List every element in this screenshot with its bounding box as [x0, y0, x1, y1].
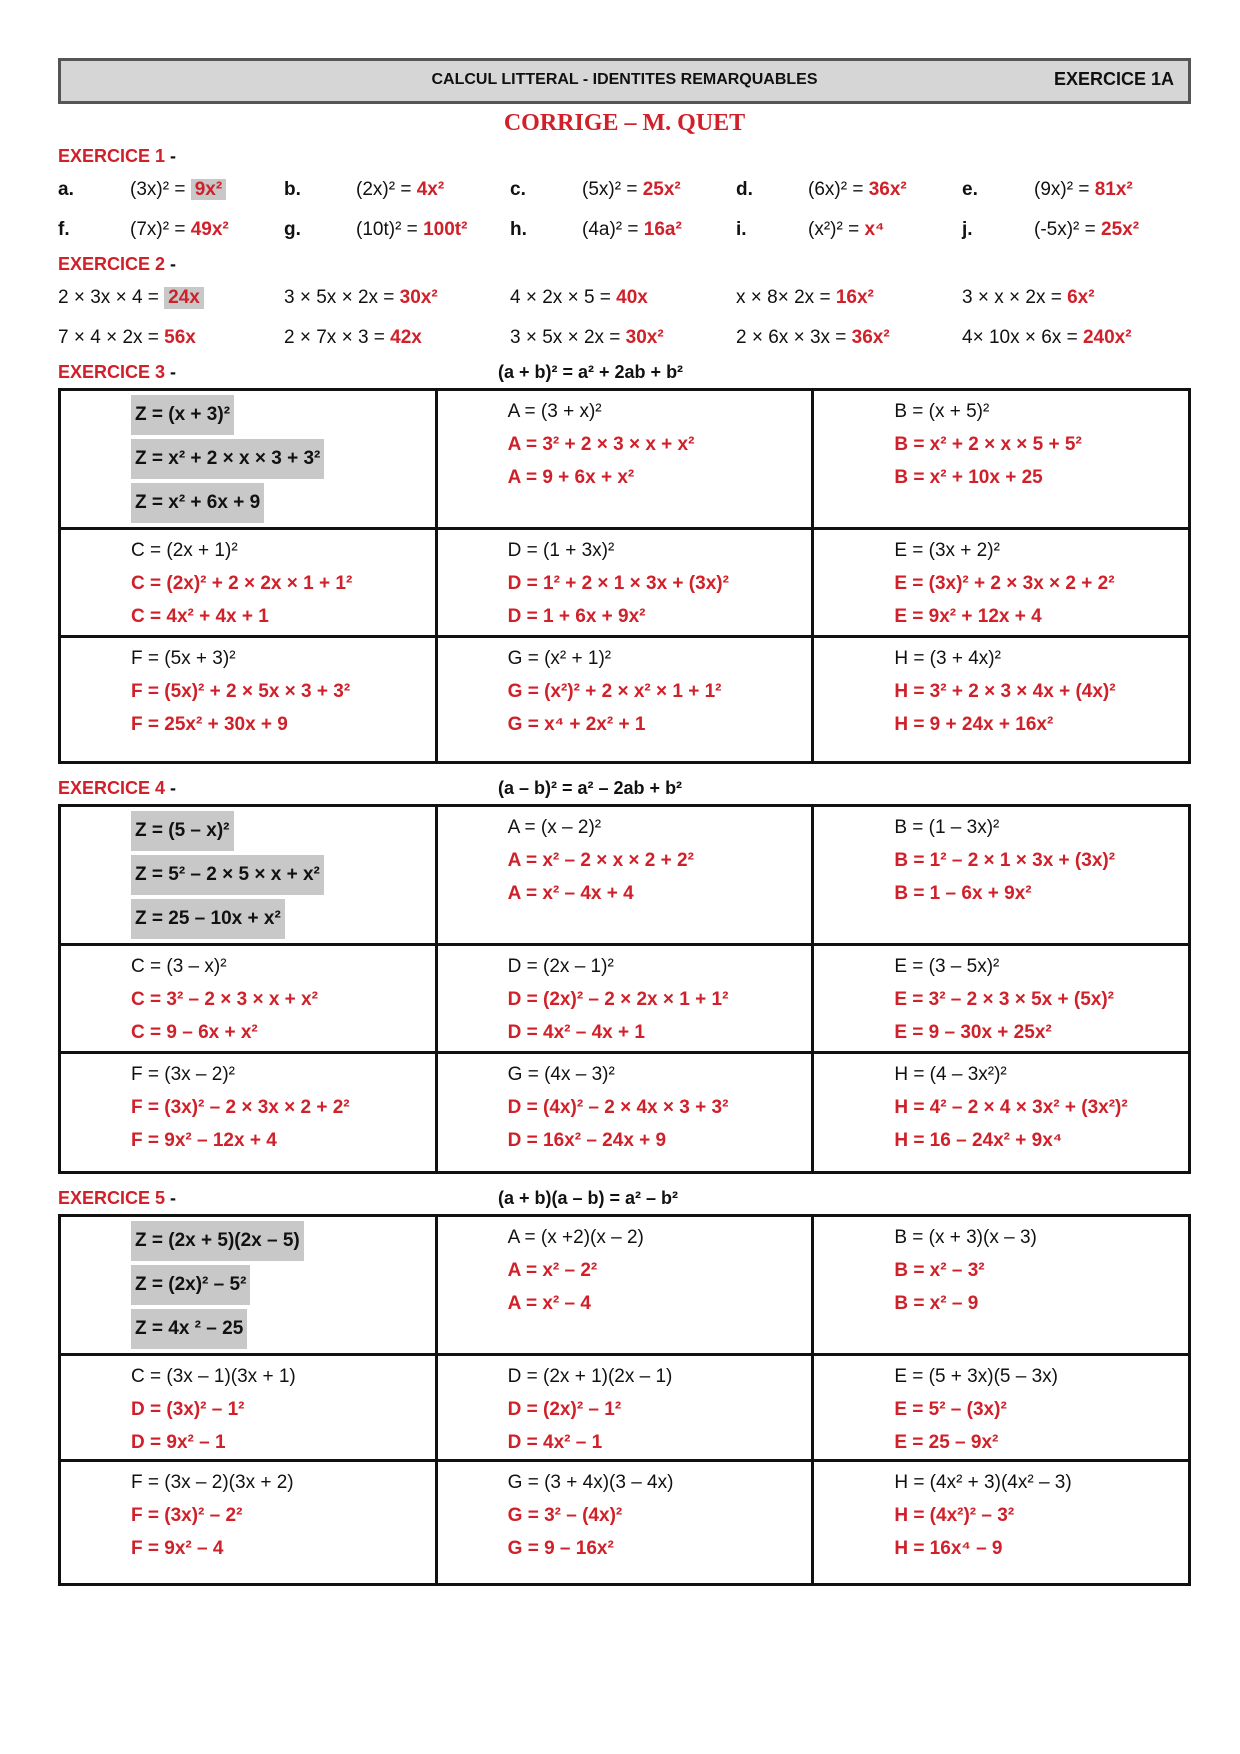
- answer-step: D = 4x² – 4x + 1: [507, 1022, 645, 1043]
- item-question: (-5x)² =: [1034, 219, 1096, 240]
- exercise-cell: [813, 806, 1190, 945]
- cell-question: D = (2x – 1)²: [507, 956, 614, 977]
- cell-line: [894, 1393, 1188, 1426]
- cell-question: E = (5 + 3x)(5 – 3x): [894, 1366, 1058, 1387]
- item-expression: [962, 327, 1188, 349]
- item-answer: 49x²: [190, 219, 229, 240]
- exercise-cell: [813, 1216, 1190, 1355]
- exercise-5-label: EXERCICE 5: [58, 1188, 166, 1208]
- cell-line: [894, 675, 1188, 708]
- exercise-cell: [436, 1355, 813, 1461]
- answer-step: D = 4x² – 1: [507, 1432, 603, 1453]
- exercise-cell: [436, 1216, 813, 1355]
- exercise-cell: [60, 945, 437, 1053]
- item-label: j.: [962, 219, 973, 240]
- cell-question: A = (x +2)(x – 2): [507, 1227, 644, 1248]
- exercise-cell: [813, 529, 1190, 637]
- item-expression: [130, 219, 284, 241]
- item-answer: 40x: [616, 287, 648, 308]
- item-question: (4a)² =: [582, 219, 639, 240]
- answer-step: D = 9x² – 1: [131, 1432, 226, 1453]
- example-step: Z = (x + 3)²: [131, 395, 234, 435]
- cell-line: [894, 844, 1188, 877]
- answer-step: A = x² – 2²: [507, 1260, 598, 1281]
- exercise-cell: [813, 945, 1190, 1053]
- answer-step: A = x² – 4x + 4: [507, 883, 634, 904]
- exercise-1: [58, 170, 1191, 250]
- cell-question: H = (4 – 3x²)²: [894, 1064, 1007, 1085]
- item-expression: [130, 179, 284, 201]
- grid-row: [60, 1461, 1190, 1585]
- cell-line: [508, 428, 812, 461]
- cell-line: [508, 877, 812, 910]
- item-expression: [1034, 179, 1188, 201]
- item-label: f.: [58, 219, 70, 240]
- cell-line: [131, 1499, 435, 1532]
- answer-step: B = x² + 2 × x × 5 + 5²: [894, 434, 1082, 455]
- exercise-3-formula: (a + b)² = a² + 2ab + b²: [498, 362, 684, 382]
- answer-step: D = (4x)² – 2 × 4x × 3 + 3²: [507, 1097, 729, 1118]
- item-answer: 6x²: [1067, 287, 1095, 308]
- item-question: (7x)² =: [130, 219, 186, 240]
- exercise-3-label: EXERCICE 3: [58, 362, 166, 382]
- exercise-cell: [813, 1053, 1190, 1173]
- cell-line: [894, 428, 1188, 461]
- grid-row: [60, 1355, 1190, 1461]
- cell-question: H = (4x² + 3)(4x² – 3): [894, 1472, 1072, 1493]
- example-step: Z = 5² – 2 × 5 × x + x²: [131, 855, 324, 895]
- cell-line: [131, 708, 435, 741]
- cell-line: [508, 675, 812, 708]
- exercise-2: [58, 278, 1191, 358]
- exercise-cell: [813, 637, 1190, 763]
- answer-step: C = 9 – 6x + x²: [131, 1022, 258, 1043]
- exercise-number: EXERCICE 1A: [1053, 69, 1174, 89]
- answer-step: B = x² – 3²: [894, 1260, 985, 1281]
- item-question: (6x)² =: [808, 179, 864, 200]
- answer-step: H = 3² + 2 × 3 × 4x + (4x)²: [894, 681, 1116, 702]
- cell-line: [131, 1265, 435, 1309]
- page-header: [58, 58, 1191, 104]
- item-label: i.: [736, 219, 747, 240]
- exercise-cell: [436, 390, 813, 529]
- answer-step: G = 9 – 16x²: [507, 1538, 614, 1559]
- cell-question: E = (3 – 5x)²: [894, 956, 1000, 977]
- cell-question: G = (4x – 3)²: [507, 1064, 615, 1085]
- cell-line: [894, 567, 1188, 600]
- cell-line: [508, 1499, 812, 1532]
- answer-step: E = (3x)² + 2 × 3x × 2 + 2²: [894, 573, 1115, 594]
- item-label: h.: [510, 219, 527, 240]
- grid-row: [60, 1216, 1190, 1355]
- item-expression: [736, 287, 962, 309]
- answer-step: E = 5² – (3x)²: [894, 1399, 1007, 1420]
- cell-line: [894, 877, 1188, 910]
- exercise-3-heading: EXERCICE 3 - (a + b)² = a² + 2ab + b²: [58, 358, 1191, 386]
- exercise-5-heading: EXERCICE 5 - (a + b)(a – b) = a² – b²: [58, 1184, 1191, 1212]
- item-expression: [356, 219, 510, 241]
- cell-line: [131, 899, 435, 943]
- grid-row: [60, 390, 1190, 529]
- cell-question: F = (5x + 3)²: [131, 648, 236, 669]
- answer-step: B = 1 – 6x + 9x²: [894, 883, 1032, 904]
- answer-step: B = x² – 9: [894, 1293, 979, 1314]
- cell-question: A = (x – 2)²: [507, 817, 602, 838]
- item-expression: [284, 287, 510, 309]
- example-step: Z = (2x + 5)(2x – 5): [131, 1221, 304, 1261]
- exercise-4-formula: (a – b)² = a² – 2ab + b²: [498, 778, 683, 798]
- item-expression: [582, 219, 736, 241]
- cell-line: [508, 1426, 812, 1459]
- item-expression: [736, 327, 962, 349]
- item-answer: 30x²: [625, 327, 664, 348]
- item-answer: 16a²: [643, 219, 682, 240]
- cell-question: A = (3 + x)²: [507, 401, 602, 422]
- item-label: g.: [284, 219, 301, 240]
- item-expression: [962, 287, 1188, 309]
- answer-step: A = 3² + 2 × 3 × x + x²: [507, 434, 695, 455]
- example-cell: [60, 390, 437, 529]
- item-answer: 30x²: [399, 287, 438, 308]
- item-question: (5x)² =: [582, 179, 638, 200]
- example-step: Z = 25 – 10x + x²: [131, 899, 285, 939]
- cell-line: [894, 1016, 1188, 1049]
- cell-line: [131, 1091, 435, 1124]
- item-question: 7 × 4 × 2x =: [58, 327, 159, 348]
- item-label: b.: [284, 179, 301, 200]
- cell-line: [894, 600, 1188, 633]
- example-step: Z = x² + 2 × x × 3 + 3²: [131, 439, 324, 479]
- cell-question: G = (x² + 1)²: [507, 648, 612, 669]
- answer-step: E = 3² – 2 × 3 × 5x + (5x)²: [894, 989, 1114, 1010]
- cell-line: [894, 1532, 1188, 1565]
- answer-step: E = 25 – 9x²: [894, 1432, 999, 1453]
- cell-line: [894, 1426, 1188, 1459]
- exercise-cell: [436, 529, 813, 637]
- cell-line: [131, 1426, 435, 1459]
- item-label: e.: [962, 179, 978, 200]
- cell-line: [894, 983, 1188, 1016]
- item-question: 4× 10x × 6x =: [962, 327, 1078, 348]
- cell-line: [508, 844, 812, 877]
- exercise-cell: [436, 806, 813, 945]
- item-answer: x⁴: [864, 219, 885, 240]
- item-expression: [510, 287, 736, 309]
- item-answer: 9x²: [191, 179, 226, 200]
- cell-line: [131, 1016, 435, 1049]
- cell-line: [131, 567, 435, 600]
- exercise-cell: [436, 945, 813, 1053]
- answer-step: D = (3x)² – 1²: [131, 1399, 245, 1420]
- cell-line: [508, 600, 812, 633]
- grid-row: [60, 637, 1190, 763]
- answer-step: A = x² – 4: [507, 1293, 591, 1314]
- answer-step: G = x⁴ + 2x² + 1: [507, 714, 646, 735]
- item-question: 2 × 6x × 3x =: [736, 327, 847, 348]
- item-answer: 81x²: [1094, 179, 1133, 200]
- grid-row: [60, 945, 1190, 1053]
- exercise-cell: [436, 1053, 813, 1173]
- answer-step: D = 16x² – 24x + 9: [507, 1130, 667, 1151]
- answer-step: F = (3x)² – 2²: [131, 1505, 243, 1526]
- exercise-2-label: EXERCICE 2: [58, 254, 166, 274]
- answer-step: E = 9x² + 12x + 4: [894, 606, 1042, 627]
- exercise-cell: [60, 529, 437, 637]
- item-expression: [356, 179, 510, 201]
- exercise-cell: [436, 637, 813, 763]
- cell-question: G = (3 + 4x)(3 – 4x): [507, 1472, 674, 1493]
- item-answer: 25x²: [642, 179, 681, 200]
- cell-question: F = (3x – 2)²: [131, 1064, 235, 1085]
- grid-row: [60, 1053, 1190, 1173]
- item-expression: [58, 287, 284, 309]
- exercise-4-table: [58, 804, 1191, 1174]
- cell-line: [131, 483, 435, 527]
- item-question: 2 × 7x × 3 =: [284, 327, 385, 348]
- item-label: c.: [510, 179, 526, 200]
- item-question: 3 × 5x × 2x =: [284, 287, 395, 308]
- answer-step: H = 16 – 24x² + 9x⁴: [894, 1130, 1063, 1151]
- cell-line: [131, 1309, 435, 1353]
- example-step: Z = x² + 6x + 9: [131, 483, 264, 523]
- cell-line: [508, 1016, 812, 1049]
- item-answer: 24x: [164, 287, 204, 309]
- example-cell: [60, 1216, 437, 1355]
- exercise-1-row: [58, 170, 1191, 210]
- answer-step: C = 4x² + 4x + 1: [131, 606, 269, 627]
- cell-question: D = (2x + 1)(2x – 1): [507, 1366, 673, 1387]
- cell-line: [508, 708, 812, 741]
- exercise-5-formula: (a + b)(a – b) = a² – b²: [498, 1188, 679, 1208]
- answer-step: D = 1² + 2 × 1 × 3x + (3x)²: [507, 573, 729, 594]
- cell-line: [508, 1124, 812, 1157]
- item-expression: [510, 327, 736, 349]
- item-question: x × 8× 2x =: [736, 287, 831, 308]
- answer-step: F = (5x)² + 2 × 5x × 3 + 3²: [131, 681, 351, 702]
- exercise-1-label: EXERCICE 1: [58, 146, 166, 166]
- worksheet: [58, 58, 1191, 1586]
- answer-step: D = (2x)² – 2 × 2x × 1 + 1²: [507, 989, 729, 1010]
- answer-step: F = 25x² + 30x + 9: [131, 714, 288, 735]
- item-expression: [808, 179, 962, 201]
- answer-step: G = 3² – (4x)²: [507, 1505, 623, 1526]
- item-question: (3x)² =: [130, 179, 186, 200]
- answer-step: F = 9x² – 4: [131, 1538, 224, 1559]
- answer-step: D = 1 + 6x + 9x²: [507, 606, 646, 627]
- cell-line: [508, 983, 812, 1016]
- cell-line: [131, 395, 435, 439]
- item-question: (10t)² =: [356, 219, 418, 240]
- exercise-1-heading: EXERCICE 1 -: [58, 146, 177, 166]
- item-expression: [1034, 219, 1188, 241]
- exercise-3-table: [58, 388, 1191, 764]
- answer-step: H = 4² – 2 × 4 × 3x² + (3x²)²: [894, 1097, 1128, 1118]
- cell-line: [508, 567, 812, 600]
- item-answer: 36x²: [868, 179, 907, 200]
- cell-question: C = (3x – 1)(3x + 1): [131, 1366, 296, 1387]
- item-question: (2x)² =: [356, 179, 412, 200]
- answer-step: B = 1² – 2 × 1 × 3x + (3x)²: [894, 850, 1116, 871]
- answer-step: B = x² + 10x + 25: [894, 467, 1043, 488]
- exercise-cell: [60, 1053, 437, 1173]
- answer-step: D = (2x)² – 1²: [507, 1399, 622, 1420]
- item-question: 3 × 5x × 2x =: [510, 327, 621, 348]
- cell-question: H = (3 + 4x)²: [894, 648, 1001, 669]
- answer-step: C = (2x)² + 2 × 2x × 1 + 1²: [131, 573, 353, 594]
- cell-line: [131, 600, 435, 633]
- cell-line: [508, 1393, 812, 1426]
- cell-line: [131, 675, 435, 708]
- cell-question: C = (3 – x)²: [131, 956, 227, 977]
- cell-line: [894, 461, 1188, 494]
- exercise-4-label: EXERCICE 4: [58, 778, 166, 798]
- answer-step: H = 9 + 24x + 16x²: [894, 714, 1054, 735]
- grid-row: [60, 806, 1190, 945]
- exercise-cell: [436, 1461, 813, 1585]
- answer-step: H = 16x⁴ – 9: [894, 1538, 1003, 1559]
- header-title: CALCUL LITTERAL - IDENTITES REMARQUABLES: [431, 71, 818, 88]
- cell-line: [508, 461, 812, 494]
- cell-line: [131, 1532, 435, 1565]
- answer-step: F = 9x² – 12x + 4: [131, 1130, 277, 1151]
- item-answer: 56x: [164, 327, 196, 348]
- item-answer: 4x²: [416, 179, 445, 200]
- item-answer: 36x²: [851, 327, 890, 348]
- item-expression: [58, 327, 284, 349]
- cell-question: F = (3x – 2)(3x + 2): [131, 1472, 294, 1493]
- item-label: d.: [736, 179, 753, 200]
- answer-step: A = x² – 2 × x × 2 + 2²: [507, 850, 694, 871]
- exercise-1-row: [58, 210, 1191, 250]
- item-answer: 16x²: [835, 287, 874, 308]
- answer-step: H = (4x²)² – 3²: [894, 1505, 1015, 1526]
- exercise-2-row: [58, 278, 1191, 318]
- page-title: CORRIGE – M. QUET: [503, 110, 746, 136]
- cell-line: [894, 1287, 1188, 1320]
- cell-line: [508, 1091, 812, 1124]
- cell-line: [131, 983, 435, 1016]
- item-answer: 25x²: [1101, 219, 1140, 240]
- answer-step: E = 9 – 30x + 25x²: [894, 1022, 1052, 1043]
- cell-line: [131, 811, 435, 855]
- exercise-2-heading: EXERCICE 2 -: [58, 254, 177, 274]
- example-step: Z = (5 – x)²: [131, 811, 234, 851]
- cell-line: [894, 1124, 1188, 1157]
- example-cell: [60, 806, 437, 945]
- example-step: Z = (2x)² – 5²: [131, 1265, 250, 1305]
- item-expression: [808, 219, 962, 241]
- exercise-2-row: [58, 318, 1191, 358]
- cell-line: [894, 1254, 1188, 1287]
- cell-question: B = (x + 3)(x – 3): [894, 1227, 1037, 1248]
- cell-line: [131, 855, 435, 899]
- cell-line: [508, 1532, 812, 1565]
- exercise-cell: [60, 1461, 437, 1585]
- answer-step: C = 3² – 2 × 3 × x + x²: [131, 989, 318, 1010]
- cell-question: C = (2x + 1)²: [131, 540, 238, 561]
- cell-line: [894, 708, 1188, 741]
- exercise-cell: [813, 390, 1190, 529]
- exercise-4-heading: EXERCICE 4 - (a – b)² = a² – 2ab + b²: [58, 774, 1191, 802]
- cell-line: [508, 1287, 812, 1320]
- item-answer: 42x: [390, 327, 422, 348]
- item-question: (x²)² =: [808, 219, 860, 240]
- grid-row: [60, 529, 1190, 637]
- cell-line: [508, 1254, 812, 1287]
- item-expression: [284, 327, 510, 349]
- cell-question: B = (1 – 3x)²: [894, 817, 1000, 838]
- answer-step: F = (3x)² – 2 × 3x × 2 + 2²: [131, 1097, 350, 1118]
- item-question: 4 × 2x × 5 =: [510, 287, 611, 308]
- item-label: a.: [58, 179, 74, 200]
- item-expression: [582, 179, 736, 201]
- cell-question: E = (3x + 2)²: [894, 540, 1000, 561]
- cell-line: [131, 1124, 435, 1157]
- exercise-cell: [813, 1461, 1190, 1585]
- cell-line: [894, 1499, 1188, 1532]
- answer-step: G = (x²)² + 2 × x² × 1 + 1²: [507, 681, 722, 702]
- item-answer: 240x²: [1082, 327, 1132, 348]
- answer-step: A = 9 + 6x + x²: [507, 467, 635, 488]
- cell-line: [131, 1221, 435, 1265]
- exercise-cell: [60, 637, 437, 763]
- exercise-cell: [60, 1355, 437, 1461]
- item-question: 2 × 3x × 4 =: [58, 287, 159, 308]
- exercise-cell: [813, 1355, 1190, 1461]
- cell-line: [131, 439, 435, 483]
- item-answer: 100t²: [423, 219, 468, 240]
- item-question: (9x)² =: [1034, 179, 1090, 200]
- example-step: Z = 4x ² – 25: [131, 1309, 247, 1349]
- exercise-5-table: [58, 1214, 1191, 1586]
- cell-line: [894, 1091, 1188, 1124]
- cell-line: [131, 1393, 435, 1426]
- cell-question: D = (1 + 3x)²: [507, 540, 615, 561]
- item-question: 3 × x × 2x =: [962, 287, 1062, 308]
- cell-question: B = (x + 5)²: [894, 401, 990, 422]
